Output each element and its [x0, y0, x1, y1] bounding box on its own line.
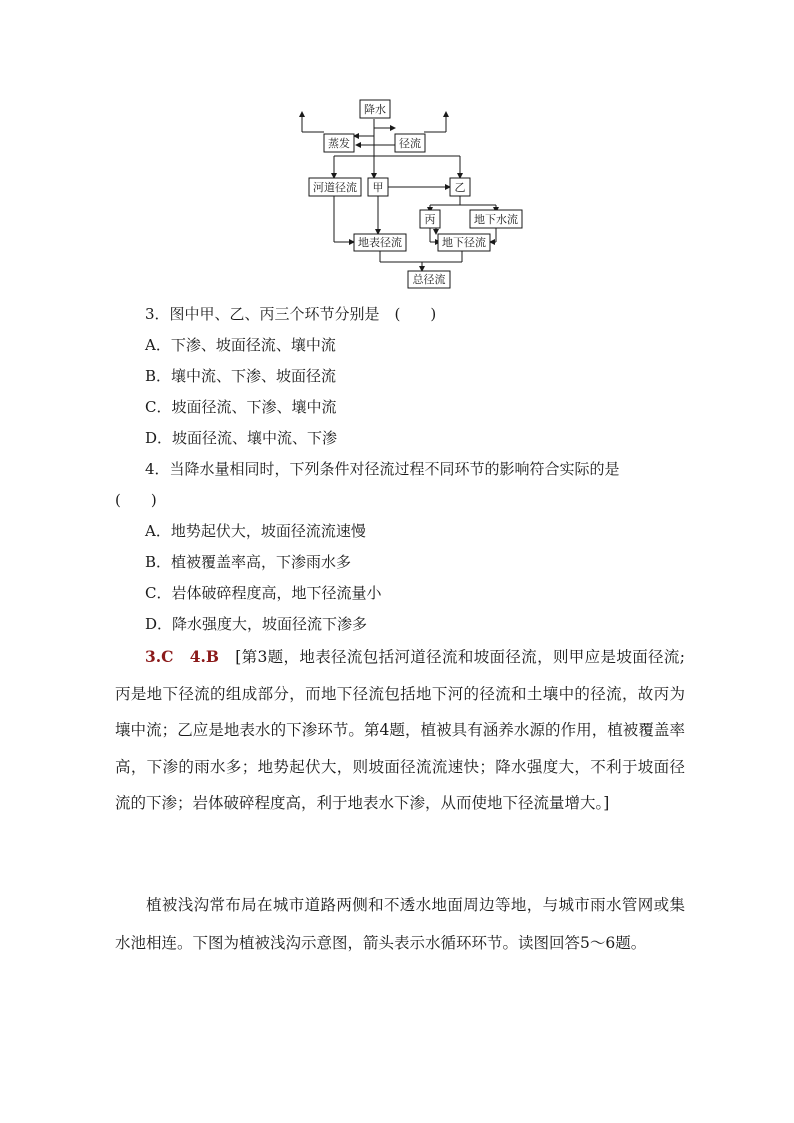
runoff-process-diagram — [290, 90, 530, 290]
question-4-option-b: B．植被覆盖率高，下渗雨水多 — [145, 553, 352, 571]
question-3-option-d: D．坡面径流、壤中流、下渗 — [145, 429, 338, 447]
label-bing: 丙 — [424, 213, 436, 226]
passage-paragraph: 植被浅沟常布局在城市道路两侧和不透水地面周边等地，与城市雨水管网或集水池相连。下图为植被浅沟示意图，箭头表示水循环环节。读图回答5～6题。 — [115, 896, 685, 952]
label-runoff: 径流 — [399, 137, 421, 150]
label-surface: 地表径流 — [358, 236, 402, 249]
question-4-option-d: D．降水强度大，坡面径流下渗多 — [145, 615, 368, 633]
question-4-option-a: A．地势起伏大，坡面径流流速慢 — [145, 522, 366, 540]
answer-text: [第3题，地表径流包括河道径流和坡面径流，则甲应是坡面径流;丙是地下径流的组成部分，而地下径流包括地下河的径流和土壤中的径流，故丙为壤中流；乙应是地表水的下渗环节。第4题，植被具有涵养水源的作用，植被覆盖率高，下渗的雨水多；地势起伏大，则坡面径流流速快；降水强度大，不利于坡面径流的下渗；岩体破碎程度高，利于地表水下渗，从而使地下径流量增大。] — [115, 648, 685, 812]
question-3-option-a: A．下渗、坡面径流、壤中流 — [145, 336, 336, 354]
answer-explanation — [115, 639, 685, 822]
answer-key: 3.C 4.B — [145, 647, 219, 666]
label-precip: 降水 — [364, 103, 386, 116]
question-3-option-c: C．坡面径流、下渗、壤中流 — [145, 398, 337, 416]
question-4-stem: 4．当降水量相同时，下列条件对径流过程不同环节的影响符合实际的是 — [145, 460, 620, 478]
label-jia: 甲 — [372, 181, 384, 194]
label-evap: 蒸发 — [328, 137, 350, 150]
question-3-stem: 3．图中甲、乙、丙三个环节分别是 ( ) — [145, 305, 437, 323]
label-channel: 河道径流 — [313, 181, 357, 194]
question-3-option-b: B．壤中流、下渗、坡面径流 — [145, 367, 337, 385]
question-4-option-c: C．岩体破碎程度高，地下径流量小 — [145, 584, 382, 602]
question-4-bracket: ( ) — [115, 491, 157, 509]
label-underground: 地下径流 — [442, 236, 486, 249]
label-total: 总径流 — [412, 273, 446, 286]
label-yi: 乙 — [454, 181, 466, 194]
label-groundwater-flow: 地下水流 — [474, 213, 518, 226]
